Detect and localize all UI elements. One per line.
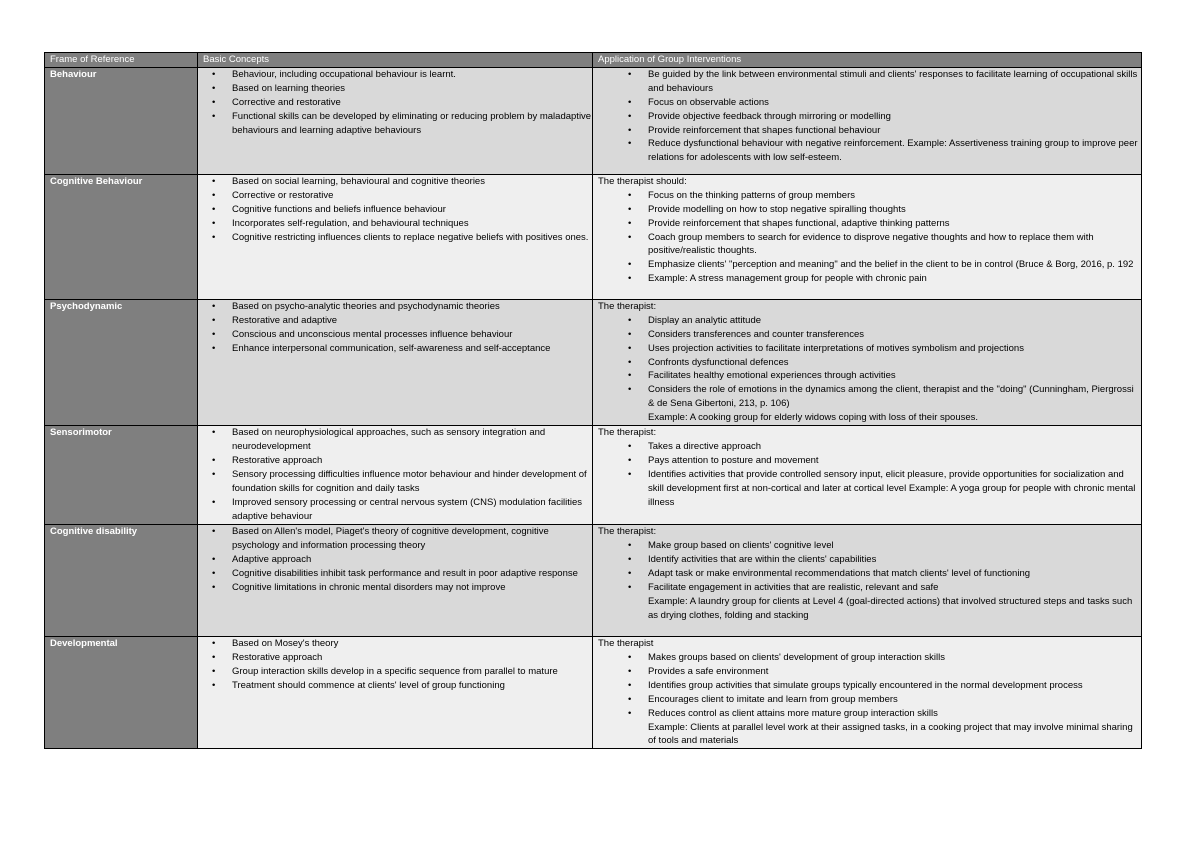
therapist-intro: The therapist should: xyxy=(598,175,687,187)
intervention-item: • Provide reinforcement that shapes functional behaviour xyxy=(619,124,1141,138)
frames-of-reference-table xyxy=(44,52,1142,749)
basic-concepts-cell xyxy=(198,637,593,749)
intervention-item: • Takes a directive approach xyxy=(619,440,1141,454)
concept-item: • Improved sensory processing or central nervous system (CNS) modulation facilities adaptive behaviour xyxy=(203,496,592,524)
intervention-item: • Makes groups based on clients' development of group interaction skills xyxy=(619,651,1141,665)
table-row xyxy=(45,174,1142,299)
intervention-item: • Encourages client to imitate and learn from group members xyxy=(619,693,1141,707)
intervention-item: • Reduces control as client attains more mature group interaction skills xyxy=(619,707,1141,721)
therapist-intro: The therapist: xyxy=(598,526,657,538)
concept-item: • Adaptive approach xyxy=(203,553,592,567)
concept-item: • Enhance interpersonal communication, self-awareness and self-acceptance xyxy=(203,342,592,356)
intervention-item: • Provide objective feedback through mirroring or modelling xyxy=(619,110,1141,124)
table-row xyxy=(45,299,1142,425)
frame-of-reference-cell: Sensorimotor xyxy=(45,426,198,525)
basic-concepts-cell xyxy=(198,174,593,299)
group-interventions-cell xyxy=(593,299,1142,425)
interventions-list xyxy=(598,314,1141,411)
interventions-list xyxy=(598,539,1141,595)
header-frame-of-reference: Frame of Reference xyxy=(45,53,198,68)
basic-concepts-list xyxy=(203,637,592,693)
concept-item: • Based on neurophysiological approaches, such as sensory integration and neurodevelopment xyxy=(203,426,592,454)
intervention-item: • Identify activities that are within the clients' capabilities xyxy=(619,553,1141,567)
frame-of-reference-cell: Cognitive Behaviour xyxy=(45,174,198,299)
intervention-item: • Provides a safe environment xyxy=(619,665,1141,679)
group-interventions-cell xyxy=(593,174,1142,299)
concept-item: • Behaviour, including occupational behaviour is learnt. xyxy=(203,68,592,82)
table-row xyxy=(45,525,1142,637)
basic-concepts-list xyxy=(203,175,592,245)
concept-item: • Based on Allen's model, Piaget's theory of cognitive development, cognitive psychology and information processing theory xyxy=(203,525,592,553)
example-note: Example: A cooking group for elderly widows coping with loss of their spouses. xyxy=(648,412,979,424)
concept-item: • Restorative and adaptive xyxy=(203,314,592,328)
intervention-item: • Be guided by the link between environmental stimuli and clients' responses to facilitate learning of occupational skills and behaviours xyxy=(619,68,1141,96)
concept-item: • Corrective and restorative xyxy=(203,96,592,110)
example-note: Example: Clients at parallel level work at their assigned tasks, in a cooking project that may involve minimal sharing of tools and materials xyxy=(648,721,1133,747)
frame-of-reference-cell: Cognitive disability xyxy=(45,525,198,637)
intervention-item: • Identifies group activities that simulate groups typically encountered in the normal development process xyxy=(619,679,1141,693)
concept-item: • Restorative approach xyxy=(203,651,592,665)
concept-item: • Group interaction skills develop in a specific sequence from parallel to mature xyxy=(203,665,592,679)
concept-item: • Conscious and unconscious mental processes influence behaviour xyxy=(203,328,592,342)
concept-item: • Functional skills can be developed by eliminating or reducing problem by maladaptive behaviours and learning adaptive behaviours xyxy=(203,110,592,138)
intervention-item: • Identifies activities that provide controlled sensory input, elicit pleasure, provide opportunities for socialization and skill development first at non-cortical and later at cortical level Example: A yoga group for people with chronic mental illness xyxy=(619,468,1141,510)
concept-item: • Restorative approach xyxy=(203,454,592,468)
interventions-list xyxy=(598,440,1141,510)
frame-of-reference-cell: Psychodynamic xyxy=(45,299,198,425)
frame-of-reference-cell: Developmental xyxy=(45,637,198,749)
basic-concepts-cell xyxy=(198,525,593,637)
therapist-intro: The therapist xyxy=(598,638,654,650)
basic-concepts-list xyxy=(203,426,592,523)
group-interventions-cell xyxy=(593,67,1142,174)
intervention-item: • Considers transferences and counter transferences xyxy=(619,328,1141,342)
interventions-list xyxy=(598,68,1141,165)
basic-concepts-cell xyxy=(198,426,593,525)
intervention-item: • Confronts dysfunctional defences xyxy=(619,356,1141,370)
concept-item: • Incorporates self-regulation, and behavioural techniques xyxy=(203,217,592,231)
basic-concepts-list xyxy=(203,525,592,595)
intervention-item: • Reduce dysfunctional behaviour with negative reinforcement. Example: Assertiveness training group to improve peer relations for adolescents with low self-esteem. xyxy=(619,137,1141,165)
therapist-intro: The therapist: xyxy=(598,300,657,312)
frame-of-reference-cell: Behaviour xyxy=(45,67,198,174)
interventions-list xyxy=(598,189,1141,286)
intervention-item: • Display an analytic attitude xyxy=(619,314,1141,328)
table-row xyxy=(45,67,1142,174)
header-row xyxy=(45,53,1142,68)
concept-item: • Based on psycho-analytic theories and psychodynamic theories xyxy=(203,300,592,314)
concept-item: • Cognitive limitations in chronic mental disorders may not improve xyxy=(203,581,592,595)
concept-item: • Based on learning theories xyxy=(203,82,592,96)
concept-item: • Sensory processing difficulties influence motor behaviour and hinder development of foundation skills for cognition and daily tasks xyxy=(203,468,592,496)
intervention-item: • Make group based on clients' cognitive level xyxy=(619,539,1141,553)
intervention-item: • Provide modelling on how to stop negative spiralling thoughts xyxy=(619,203,1141,217)
concept-item: • Cognitive restricting influences clients to replace negative beliefs with positives ones. xyxy=(203,231,592,245)
group-interventions-cell xyxy=(593,525,1142,637)
intervention-item: • Provide reinforcement that shapes functional, adaptive thinking patterns xyxy=(619,217,1141,231)
table-row xyxy=(45,637,1142,749)
concept-item: • Treatment should commence at clients' level of group functioning xyxy=(203,679,592,693)
table-row xyxy=(45,426,1142,525)
concept-item: • Corrective or restorative xyxy=(203,189,592,203)
interventions-list xyxy=(598,651,1141,721)
intervention-item: • Emphasize clients' "perception and meaning" and the belief in the client to be in control (Bruce & Borg, 2016, p. 192 xyxy=(619,258,1141,272)
intervention-item: • Facilitates healthy emotional experiences through activities xyxy=(619,369,1141,383)
intervention-item: • Pays attention to posture and movement xyxy=(619,454,1141,468)
intervention-item: • Focus on observable actions xyxy=(619,96,1141,110)
basic-concepts-list xyxy=(203,300,592,356)
intervention-item: • Facilitate engagement in activities that are realistic, relevant and safe xyxy=(619,581,1141,595)
group-interventions-cell xyxy=(593,426,1142,525)
concept-item: • Cognitive functions and beliefs influence behaviour xyxy=(203,203,592,217)
basic-concepts-list xyxy=(203,68,592,138)
therapist-intro: The therapist: xyxy=(598,427,657,439)
example-note: Example: A laundry group for clients at Level 4 (goal-directed actions) that involved structured steps and tasks such as drying clothes, folding and stacking xyxy=(648,595,1133,621)
concept-item: • Based on social learning, behavioural and cognitive theories xyxy=(203,175,592,189)
intervention-item: • Considers the role of emotions in the dynamics among the client, therapist and the "doing" (Cunningham, Piergrossi & de Sena Gibertoni, 213, p. 106) xyxy=(619,383,1141,411)
basic-concepts-cell xyxy=(198,299,593,425)
intervention-item: • Coach group members to search for evidence to disprove negative thoughts and how to replace them with positive/realistic thoughts. xyxy=(619,231,1141,259)
table-body xyxy=(45,67,1142,748)
intervention-item: • Uses projection activities to facilitate interpretations of motives symbolism and projections xyxy=(619,342,1141,356)
group-interventions-cell xyxy=(593,637,1142,749)
basic-concepts-cell xyxy=(198,67,593,174)
intervention-item: • Adapt task or make environmental recommendations that match clients' level of functioning xyxy=(619,567,1141,581)
concept-item: • Cognitive disabilities inhibit task performance and result in poor adaptive response xyxy=(203,567,592,581)
header-basic-concepts: Basic Concepts xyxy=(198,53,593,68)
header-application-of-group-interventions: Application of Group Interventions xyxy=(593,53,1142,68)
intervention-item: • Example: A stress management group for people with chronic pain xyxy=(619,272,1141,286)
concept-item: • Based on Mosey's theory xyxy=(203,637,592,651)
intervention-item: • Focus on the thinking patterns of group members xyxy=(619,189,1141,203)
